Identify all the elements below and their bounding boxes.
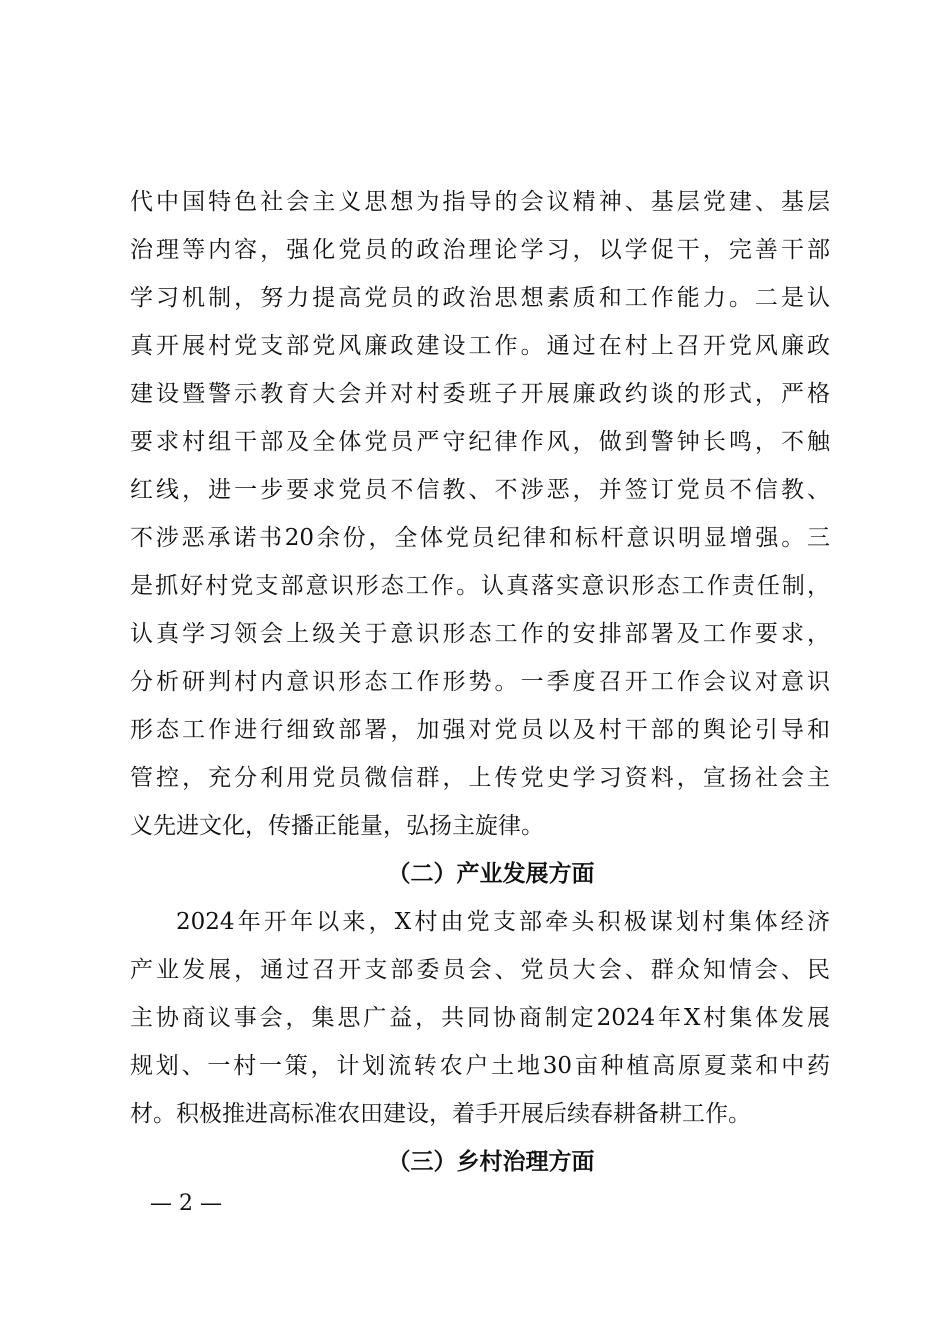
- paragraph-industry: [130, 898, 830, 1138]
- section-heading-industry: （二）产业发展方面: [387, 860, 595, 887]
- paragraph-line: 认真学习领会上级关于意识形态工作的安排部署及工作要求，: [130, 621, 830, 647]
- paragraph-line: 义先进文化，传播正能量，弘扬主旋律。: [130, 813, 544, 839]
- paragraph-line: 真开展村党支部党风廉政建设工作。通过在村上召开党风廉政: [130, 333, 830, 359]
- paragraph-party-building: [130, 178, 830, 850]
- paragraph-line: 建设暨警示教育大会并对村委班子开展廉政约谈的形式，严格: [130, 381, 830, 407]
- paragraph-line: 管控，充分利用党员微信群，上传党史学习资料，宣扬社会主: [130, 765, 830, 791]
- paragraph-line: 主协商议事会，集思广益，共同协商制定2024年X村集体发展: [130, 1005, 830, 1031]
- paragraph-line: 2024年开年以来，X村由党支部牵头积极谋划村集体经济: [176, 909, 830, 935]
- paragraph-line: 产业发展，通过召开支部委员会、党员大会、群众知情会、民: [130, 957, 830, 983]
- paragraph-line: 学习机制，努力提高党员的政治思想素质和工作能力。二是认: [130, 285, 830, 311]
- paragraph-line: 不涉恶承诺书20余份，全体党员纪律和标杆意识明显增强。三: [130, 525, 830, 551]
- paragraph-line: 要求村组干部及全体党员严守纪律作风，做到警钟长鸣，不触: [130, 429, 830, 455]
- paragraph-line: 材。积极推进高标准农田建设，着手开展后续春耕备耕工作。: [130, 1101, 751, 1127]
- page-number: — 2 —: [150, 1191, 222, 1216]
- paragraph-line: 是抓好村党支部意识形态工作。认真落实意识形态工作责任制，: [130, 573, 830, 599]
- document-body: [130, 178, 830, 1186]
- paragraph-line: 规划、一村一策，计划流转农户土地30亩种植高原夏菜和中药: [130, 1053, 830, 1079]
- paragraph-line: 分析研判村内意识形态工作形势。一季度召开工作会议对意识: [130, 669, 830, 695]
- paragraph-line: 治理等内容，强化党员的政治理论学习，以学促干，完善干部: [130, 237, 830, 263]
- section-heading-governance: （三）乡村治理方面: [387, 1148, 595, 1175]
- paragraph-line: 红线，进一步要求党员不信教、不涉恶，并签订党员不信教、: [130, 477, 830, 503]
- paragraph-line: 形态工作进行细致部署，加强对党员以及村干部的舆论引导和: [130, 717, 830, 743]
- paragraph-line: 代中国特色社会主义思想为指导的会议精神、基层党建、基层: [130, 189, 830, 215]
